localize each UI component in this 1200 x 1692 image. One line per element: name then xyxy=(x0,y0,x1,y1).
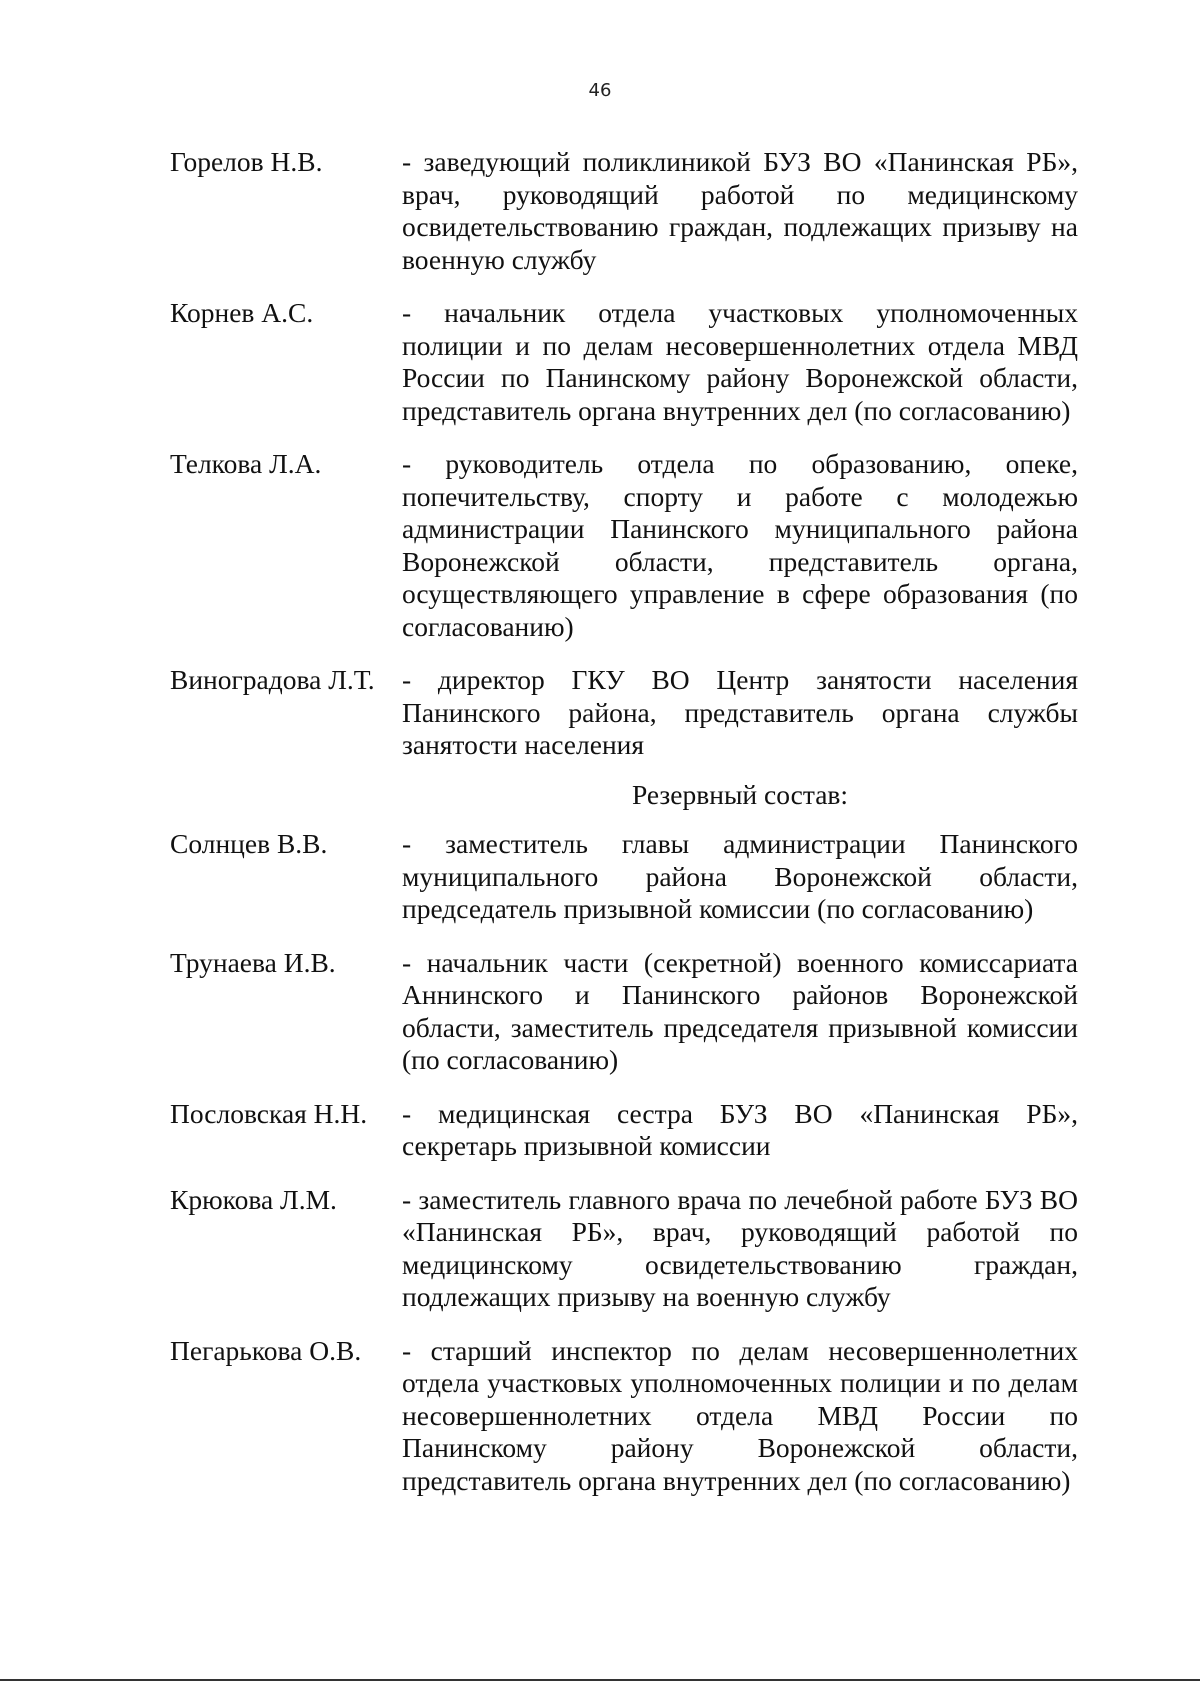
member-description: - медицинская сестра БУЗ ВО «Панинская РБ», секретарь призывной комиссии xyxy=(402,1097,1078,1161)
list-item xyxy=(170,947,1078,1077)
member-name: Пегарькова О.В. xyxy=(170,1334,362,1366)
member-description: - заместитель главы администрации Панинского муниципального района Воронежской области, председатель призывной комиссии (по согласованию) xyxy=(402,828,1078,924)
list-item xyxy=(170,146,1078,276)
member-description: - директор ГКУ ВО Центр занятости населения Панинского района, представитель органа службы занятости населения xyxy=(402,664,1078,760)
member-name: Горелов Н.В. xyxy=(170,146,323,177)
member-name: Корнев А.С. xyxy=(170,297,314,328)
page-number: 46 xyxy=(588,80,612,101)
member-description: - начальник отдела участковых уполномоченных полиции и по делам несовершеннолетних отдела МВД России по Панинскому району Воронежской области, представитель органа внутренних дел (по согласованию) xyxy=(402,297,1078,426)
member-description: - заведующий поликлиникой БУЗ ВО «Панинская РБ», врач, руководящий работой по медицинскому освидетельствованию граждан, подлежащих призыву на военную службу xyxy=(402,146,1078,275)
scan-bottom-edge xyxy=(0,1679,1200,1681)
list-item xyxy=(170,664,1078,762)
list-item xyxy=(170,297,1078,427)
reserve-heading: Резервный состав: xyxy=(631,778,849,810)
member-name: Пословская Н.Н. xyxy=(170,1097,368,1129)
member-name: Крюкова Л.М. xyxy=(170,1183,337,1215)
member-name: Телкова Л.А. xyxy=(170,448,322,479)
member-description: - начальник части (секретной) военного комиссариата Аннинского и Панинского районов Воронежской области, заместитель председателя призывной комиссии (по согласованию) xyxy=(402,946,1078,1075)
list-item xyxy=(170,1098,1078,1163)
list-item xyxy=(170,1184,1078,1314)
member-name: Виноградова Л.Т. xyxy=(170,664,375,695)
list-item xyxy=(170,828,1078,926)
commission-list xyxy=(170,146,1078,1497)
member-name: Трунаева И.В. xyxy=(170,946,336,978)
list-item xyxy=(170,448,1078,643)
member-name: Солнцев В.В. xyxy=(170,828,328,859)
member-description: - руководитель отдела по образованию, опеке, попечительству, спорту и работе с молодежью администрации Панинского муниципального района Воронежской области, представитель органа, осуществляющего управление в сфере образования (по согласованию) xyxy=(402,448,1078,642)
member-description: - старший инспектор по делам несовершеннолетних отдела участковых уполномоченных полиции и по делам несовершеннолетних отдела МВД России по Панинскому району Воронежской области, представитель органа внутренних дел (по согласованию) xyxy=(402,1334,1078,1496)
list-item xyxy=(170,1335,1078,1498)
member-description: - заместитель главного врача по лечебной работе БУЗ ВО «Панинская РБ», врач, руководящий работой по медицинскому освидетельствованию граждан, подлежащих призыву на военную службу xyxy=(402,1183,1078,1312)
